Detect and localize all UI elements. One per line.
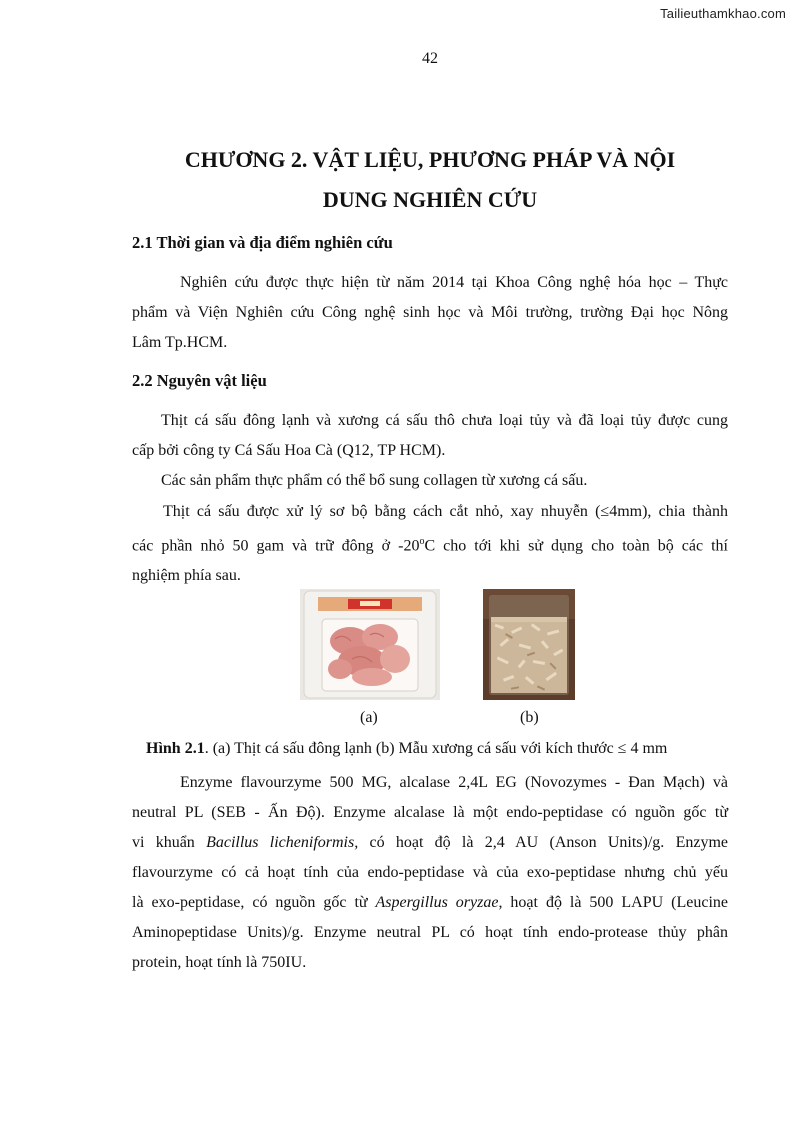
paragraph-line: Nghiên cứu được thực hiện từ năm 2014 tại Khoa Công nghệ hóa học – Thực [180, 274, 728, 291]
frozen-meat-illustration [300, 589, 440, 700]
paragraph-line [132, 828, 728, 858]
species-name: Aspergillus oryzae [375, 894, 499, 911]
paragraph-line: Aminopeptidase Units)/g. Enzyme neutral PL có hoạt tính endo-protease thủy phân [132, 924, 728, 941]
paragraph-line: nghiệm phía sau. [132, 567, 241, 585]
paragraph-line: Thịt cá sấu đông lạnh và xương cá sấu thô chưa loại tủy và đã loại tủy được cung [161, 412, 728, 429]
paragraph-line: Các sản phẩm thực phẩm có thể bổ sung collagen từ xương cá sấu. [161, 472, 588, 489]
materials-paragraph-3 [132, 497, 728, 591]
chapter-title-line-1: CHƯƠNG 2. VẬT LIỆU, PHƯƠNG PHÁP VÀ NỘI [184, 147, 676, 172]
species-name: Bacillus licheniformis, [206, 834, 359, 851]
figure-label-b: (b) [520, 709, 539, 726]
paragraph-line: Lâm Tp.HCM. [132, 334, 228, 351]
paragraph-line: Thịt cá sấu được xử lý sơ bộ bằng cách cắt nhỏ, xay nhuyễn (≤4mm), chia thành [163, 503, 728, 520]
materials-paragraph-1 [132, 406, 728, 466]
bone-chips-illustration [483, 589, 575, 700]
paragraph-line: cấp bởi công ty Cá Sấu Hoa Cà (Q12, TP HCM). [132, 442, 446, 459]
figure-label-a: (a) [360, 709, 378, 726]
materials-paragraph-2 [132, 466, 728, 496]
crocodile-bone-sample-photo [483, 589, 575, 700]
text-run: có hoạt độ là 2,4 AU (Anson Units)/g. Enzyme [358, 834, 728, 851]
section-2-1-paragraph [132, 268, 728, 358]
page-number: 42 [422, 50, 438, 67]
degree-superscript: o [419, 536, 425, 547]
enzyme-paragraph [132, 768, 728, 978]
paragraph-line [132, 888, 728, 918]
chapter-title [130, 140, 730, 220]
figure-caption [146, 740, 667, 758]
text-run: C cho tới khi sử dụng cho toàn bộ các thí [424, 537, 729, 555]
section-heading-2-1: 2.1 Thời gian và địa điểm nghiên cứu [132, 233, 393, 252]
watermark-text: Tailieuthamkhao.com [660, 6, 786, 21]
paragraph-line: phẩm và Viện Nghiên cứu Công nghệ sinh học và Môi trường, trường Đại học Nông [132, 304, 728, 321]
text-run: , hoạt độ là 500 LAPU (Leucine [498, 894, 728, 911]
text-run: là exo-peptidase, có nguồn gốc từ [132, 894, 376, 911]
paragraph-line: flavourzyme có cả hoạt tính của endo-peptidase và của exo-peptidase nhưng chủ yếu [132, 864, 728, 881]
text-run: vi khuẩn [132, 834, 207, 851]
text-run: các phần nhỏ 50 gam và trữ đông ở -20 [132, 537, 420, 555]
paragraph-line: Enzyme flavourzyme 500 MG, alcalase 2,4L EG (Novozymes - Đan Mạch) và [180, 774, 728, 791]
paragraph-line: neutral PL (SEB - Ấn Độ). Enzyme alcalase là một endo-peptidase có nguồn gốc từ [132, 804, 728, 821]
paragraph-line [132, 527, 728, 561]
chapter-title-line-2: DUNG NGHIÊN CỨU [322, 187, 538, 212]
paragraph-line: protein, hoạt tính là 750IU. [132, 954, 307, 971]
frozen-crocodile-meat-photo [300, 589, 440, 700]
figure-caption-number: Hình 2.1 [146, 740, 205, 757]
section-heading-2-2: 2.2 Nguyên vật liệu [132, 371, 267, 390]
figure-caption-text: . (a) Thịt cá sấu đông lạnh (b) Mẫu xương cá sấu với kích thước ≤ 4 mm [204, 740, 668, 757]
